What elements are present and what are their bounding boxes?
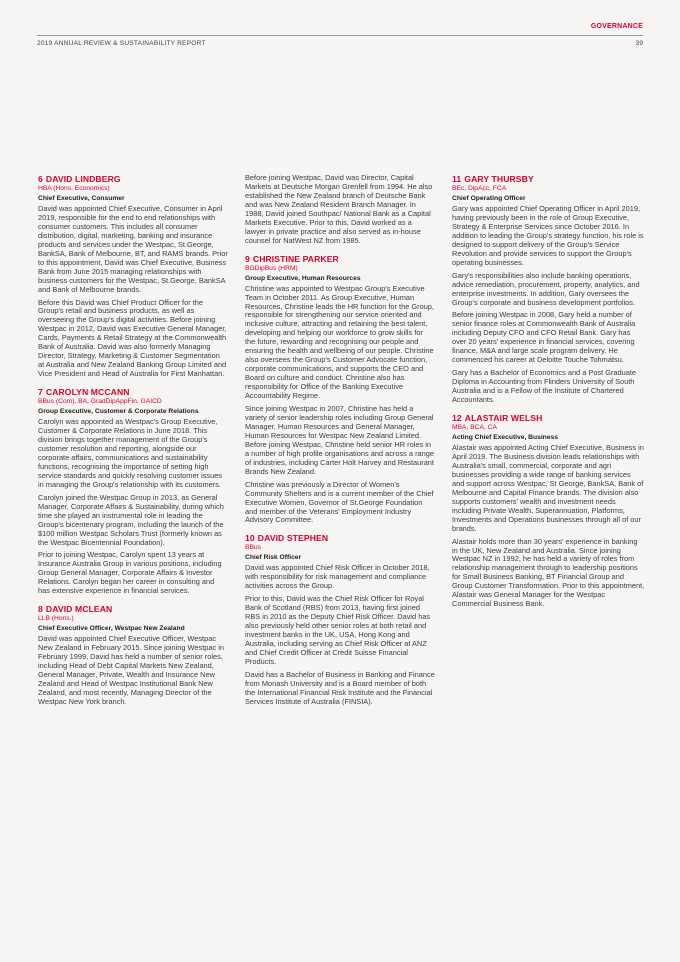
bio-paragraph: David was appointed Chief Executive, Consumer in April 2019, responsible for the end to end relationships with consumer customers. This includes all consumer distribution, digital, marketing, banking and insurance products and services under the Westpac, St.George, BankSA, Bank of Melbourne, BT, and RAMS brands. Prior to this appointment, David was Chief Executive, Business Bank from June 2015 managing relationships with business customers for the Westpac, St.George, BankSA and Bank of Melbourne brands. bbox=[38, 204, 228, 294]
bio-heading bbox=[245, 254, 435, 264]
bio-qualifications: BEc, DipAcc, FCA bbox=[452, 185, 507, 192]
bio-gary-thursby bbox=[452, 174, 645, 405]
bio-alastair-welsh bbox=[452, 413, 645, 609]
bio-role: Acting Chief Executive, Business bbox=[452, 434, 558, 442]
bio-heading bbox=[452, 413, 645, 423]
bio-paragraph: Prior to this, David was the Chief Risk Officer for Royal Bank of Scotland (RBS) from 2013, having first joined RBS in 2010 as the Deputy Chief Risk Officer. David has also previously held other senior roles at both retail and investment banks in the UK, USA, Hong Kong and Australia, including serving as Chief Risk Officer at ANZ and Chief Credit Officer at Credit Suisse Financial Products. bbox=[245, 594, 431, 666]
bio-role: Chief Risk Officer bbox=[245, 554, 302, 562]
column-1 bbox=[38, 174, 228, 715]
bio-carolyn-mccann bbox=[38, 387, 228, 596]
bio-paragraph: Before this David was Chief Product Officer for the Group's retail and business products, as well as overseeing the Group's digital activities. Before joining Westpac in 2012, David was Executive General Manager, Cards, Payments & Retail Strategy at the Commonwealth Bank of Australia. David was also formerly Managing Director, Strategy, Marketing & Customer Segmentation at Australia and New Zealand Banking Group Limited and Vice President and Head of Australia for First Manhattan. bbox=[38, 297, 227, 379]
bio-role: Chief Executive, Consumer bbox=[38, 195, 125, 202]
bio-qualifications: LLB (Hons.) bbox=[38, 615, 74, 623]
bio-paragraph: Gary has a Bachelor of Economics and a Post Graduate Diploma in Accounting from Flinders University of South Australia and is a Fellow of the Institute of Chartered Accountants. bbox=[452, 368, 637, 405]
bio-number: 10 bbox=[245, 533, 255, 544]
bio-number: 9 bbox=[245, 253, 250, 264]
bio-paragraph: Christine was previously a Director of Women's Community Shelters and is a current member of the Chief Executive Women, Governor of St.George Foundation and member of the Veterans' Employment Industry Advisory Committee. bbox=[245, 479, 434, 525]
header-rule bbox=[37, 35, 643, 36]
bio-paragraph: Carolyn was appointed as Westpac's Group Executive, Customer & Corporate Relations in June 2018. This division brings together management of the Group's customer resolution and reporting, alongside our corporate affairs, communications and sustainability functions, recognising the importance of setting high service standards and quickly resolving customer issues in managing the Group's relationship with its customers. bbox=[38, 417, 223, 489]
bio-name: CAROLYN MCCANN bbox=[45, 387, 130, 398]
bio-heading bbox=[245, 533, 435, 543]
bio-paragraph: Gary's responsibilities also include banking operations, advice remediation, procurement, property, analytics, and enterprise investments. In addition, Gary oversees the Group's corporate and business development portfolios. bbox=[452, 270, 640, 307]
bio-qualifications: BBus (Com), BA, GradDipAppFin, GAICD bbox=[38, 398, 162, 406]
bio-role: Group Executive, Customer & Corporate Relations bbox=[38, 408, 199, 416]
bio-name: GARY THURSBY bbox=[464, 174, 534, 184]
page-number: 39 bbox=[635, 40, 643, 47]
bio-number: 11 bbox=[452, 174, 462, 184]
bio-paragraph: Carolyn joined the Westpac Group in 2013, as General Manager, Corporate Affairs & Sustainability, during which time she played an instrumental role in leading the Group's bicentenary program, including the launch of the $100 million Westpac Scholars Trust (formerly known as the Westpac Bicentennial Foundation). bbox=[38, 492, 224, 547]
bio-role: Chief Operating Officer bbox=[452, 195, 526, 202]
bio-heading bbox=[38, 604, 228, 614]
column-3 bbox=[452, 174, 645, 617]
bio-name: DAVID STEPHEN bbox=[257, 533, 329, 544]
bio-name: DAVID LINDBERG bbox=[45, 174, 121, 184]
bio-role: Group Executive, Human Resources bbox=[245, 274, 361, 282]
bio-name: CHRISTINE PARKER bbox=[252, 253, 339, 264]
bio-number: 7 bbox=[38, 387, 43, 398]
bio-paragraph: David was appointed Chief Risk Officer in October 2018, with responsibility for risk management and compliance activities across the Group. bbox=[245, 563, 430, 591]
bio-role: Chief Executive Officer, Westpac New Zealand bbox=[38, 625, 185, 633]
bio-paragraph: Alastair was appointed Acting Chief Executive, Business in April 2019. The Business division leads relationships with Australia's small, commercial, corporate and agri businesses providing a wide range of banking services and support across Westpac, St George, BankSA, Bank of Melbourne and Capital Finance brands. The division also supports customers' wealth and investment needs including Private Wealth, Superannuation, Platforms, Investments and Operations businesses through all of our brands. bbox=[452, 443, 644, 533]
bio-david-lindberg bbox=[38, 174, 228, 379]
bio-paragraph: Christine was appointed to Westpac Group's Executive Team in October 2011. As Group Executive, Human Resources, Christine leads the HR function for the Group, responsible for strengthening our service oriented and inclusive culture, attracting and retaining the best talent, developing and helping our workforce to grow skills for the future, rewarding and recognising our people and ensuring the health and wellbeing of our people. Christine also oversees the Group's Customer Advocate function, corporate communications, and supports the CEO and Board on culture and conduct. Christine also has responsibility for Office of the Banking Executive Accountability Regime. bbox=[245, 283, 434, 401]
bio-christine-parker bbox=[245, 254, 435, 526]
bio-number: 6 bbox=[38, 174, 43, 184]
continued-paragraph: Before joining Westpac, David was Director, Capital Markets at Deutsche Morgan Grenfell from 1994. He also established the New Zealand branch of Deutsche Bank and was New Zealand Resident Branch Manager. In 1988, David joined Southpac/ National Bank as a Capital Markets Executive. Prior to this, David worked as a lawyer in private practice and also served as in-house counsel for NatWest NZ from 1985. bbox=[245, 173, 433, 245]
bio-number: 8 bbox=[38, 604, 43, 615]
bio-name: DAVID MCLEAN bbox=[45, 604, 113, 615]
column-2 bbox=[245, 174, 435, 715]
bio-name: ALASTAIR WELSH bbox=[464, 413, 543, 424]
bio-paragraph: David has a Bachelor of Business in Banking and Finance from Monash University and is a Board member of both the International Financial Risk Institute and the Financial Services Institute of Australia (FINSIA). bbox=[245, 669, 435, 706]
bio-qualifications: HBA (Hons. Economics) bbox=[38, 185, 110, 192]
bio-qualifications: MBA, BCA, CA bbox=[452, 424, 497, 432]
bio-qualifications: BGDipBus (HRM) bbox=[245, 264, 298, 272]
bio-paragraph: Alastair holds more than 30 years' experience in banking in the UK, New Zealand and Australia. Since joining Westpac NZ in 1992, he has held a variety of roles from relationship management through to leadership positions for Small Business Banking, BT Financial Group and Group Customer Transformation. Prior to this appointment, Alastair was General Manager for the Westpac Commercial Business Bank. bbox=[452, 536, 645, 609]
bio-david-stephen bbox=[245, 533, 435, 706]
bio-paragraph: Before joining Westpac in 2008, Gary held a number of senior finance roles at Commonwealth Bank of Australia including Deputy CFO and CFO Retail Bank. Gary has over 20 years' experience in financial services, covering finance, M&A and large scale program delivery. He commenced his career at Deloitte Touche Tohmatsu. bbox=[452, 310, 636, 365]
bio-number: 12 bbox=[452, 413, 462, 424]
bio-paragraph: Since joining Westpac in 2007, Christine has held a variety of senior leadership roles including Group General Manager, Human Resources and General Manager, Human Resources for Westpac New Zealand Limited. Before joining Westpac, Christine held senior HR roles in a number of high profile organisations and across a range of industries, including Carter Holt Harvey and Restaurant Brands New Zealand. bbox=[245, 404, 434, 476]
bio-heading bbox=[38, 387, 228, 397]
section-label: GOVERNANCE bbox=[590, 23, 643, 30]
bio-paragraph: Gary was appointed Chief Operating Officer in April 2019, having previously been in the role of Group Executive, Strategy & Enterprise Services since October 2016. In addition to leading the Group's strategy function, his role is designed to support delivery of the Group's Service Revolution and provide services to support the Group's operating businesses. bbox=[452, 204, 644, 267]
bio-paragraph: David was appointed Chief Executive Officer, Westpac New Zealand in February 2015. Since joining Westpac in February 1999, David has held a number of senior roles, including Head of Debt Capital Markets New Zealand, General Manager, Private, Wealth and Insurance New Zealand and Head of Westpac Institutional Bank New Zealand, and most recently, Managing Director of the Westpac New York branch. bbox=[38, 634, 224, 706]
bio-david-mclean bbox=[38, 604, 228, 707]
bio-heading bbox=[452, 174, 645, 184]
bio-qualifications: BBus bbox=[245, 544, 261, 552]
bio-heading bbox=[38, 174, 228, 184]
report-title: 2019 ANNUAL REVIEW & SUSTAINABILITY REPORT bbox=[37, 40, 206, 47]
bio-paragraph: Prior to joining Westpac, Carolyn spent 13 years at Insurance Australia Group in various positions, including Group General Manager, Corporate Affairs & Investor Relations. Carolyn began her career in consulting and has extensive experience in financial services. bbox=[38, 550, 222, 596]
